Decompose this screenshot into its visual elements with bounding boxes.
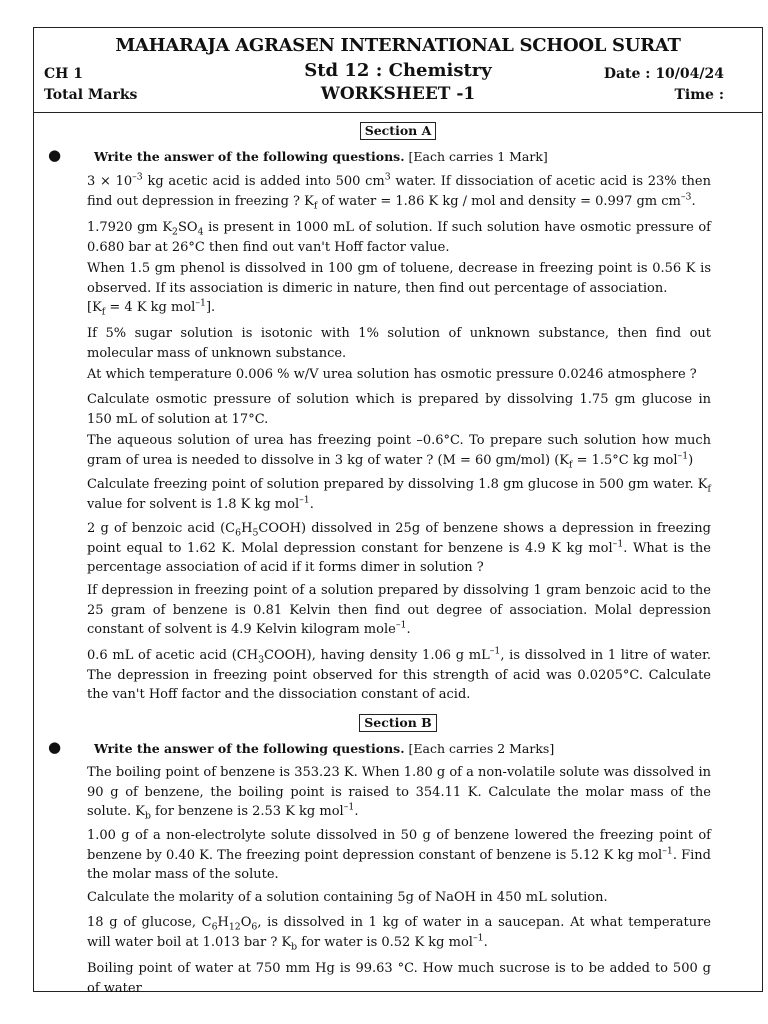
question-b-1: The boiling point of benzene is 353.23 K. When 1.80 g of a non-volatile solute was dissolved in 90 g of benzene, the boiling point is raised to 354.11 K. Calculate the molar mass of the solute. $K_b$ for benzene is 2.53 K kg mol$^{-1}$. bbox=[87, 765, 711, 822]
worksheet-header bbox=[34, 28, 762, 113]
question-a-11: 0.6 mL of acetic acid $(CH_3COOH)$, having density 1.06 g $mL^{-1}$, is dissolved in 1 litre of water. The depression in freezing point observed for this strength of acid was 0.0205°C. Calculate the van't Hoff factor and the dissociation constant of acid. bbox=[87, 645, 712, 702]
section-b-marks-note: [Each carries 2 Marks] bbox=[404, 741, 555, 756]
question-a-7: The aqueous solution of urea has freezing point –0.6°C. To prepare such solution how much gram of urea is needed to dissolve in 3 kg of water ? (M = 60 gm/mol) ($K_f = 1.5^\circ C$ kg mol$^{-1}$) bbox=[87, 433, 711, 471]
date-label: Date : 10/04/24 bbox=[603, 66, 724, 82]
question-a-4: If 5% sugar solution is isotonic with 1% solution of unknown substance, then find out molecular mass of unknown substance. bbox=[87, 326, 711, 361]
worksheet-title: WORKSHEET -1 bbox=[320, 84, 476, 104]
section-a-marks-note: [Each carries 1 Mark] bbox=[404, 149, 548, 164]
question-b-4: 18 g of glucose, $C_6H_{12}O_6$, is dissolved in 1 kg of water in a saucepan. At what temperature will water boil at 1.013 bar ? $K_b$ for water is 0.52 K kg mol$^{-1}$. bbox=[87, 915, 711, 953]
section-a-heading bbox=[34, 120, 762, 140]
school-name: MAHARAJA AGRASEN INTERNATIONAL SCHOOL SURAT bbox=[115, 35, 681, 56]
question-a-8: Calculate freezing point of solution prepared by dissolving 1.8 gm glucose in 500 gm water. $K_f$ value for solvent is 1.8 K kg mol$^{-1}$. bbox=[87, 477, 711, 512]
worksheet-frame bbox=[33, 27, 763, 996]
section-a-title: Section A bbox=[360, 122, 437, 140]
question-b-3: Calculate the molarity of a solution containing 5g of NaOH in 450 mL solution. bbox=[87, 890, 608, 905]
section-b-heading bbox=[34, 712, 762, 732]
question-a-10: If depression in freezing point of a solution prepared by dissolving 1 gram benzoic acid to the 25 gram of benzene is 0.81 Kelvin then find out degree of association. Molal depression constant of solvent is 4.9 Kelvin kilogram mole$^{-1}$. bbox=[87, 583, 711, 637]
section-b-instruction-text: Write the answer of the following questions. bbox=[94, 741, 405, 756]
bullet-icon: ● bbox=[48, 146, 62, 164]
question-a-3: When 1.5 gm phenol is dissolved in 100 gm of toluene, decrease in freezing point is 0.56 K is observed. If its association is dimeric in nature, then find out percentage of association. [$K_f = 4$ K kg mol$^{-1}$]. bbox=[87, 261, 711, 318]
question-a-1: $3 \times 10^{-3}$ kg acetic acid is added into 500 $cm^3$ water. If dissociation of acetic acid is 23% then find out depression in freezing ? $K_f$ of water = 1.86 K kg / mol and density = 0.997 gm $cm^{-3}$. bbox=[87, 171, 711, 212]
bullet-icon: ● bbox=[48, 738, 62, 756]
section-a-instruction-text: Write the answer of the following questions. bbox=[94, 149, 405, 164]
question-b-5: Boiling point of water at 750 mm Hg is 99.63 °C. How much sucrose is to be added to 500 g of water bbox=[87, 961, 711, 996]
time-label: Time : bbox=[674, 87, 724, 103]
question-b-2: 1.00 g of a non-electrolyte solute dissolved in 50 g of benzene lowered the freezing point of benzene by 0.40 K. The freezing point depression constant of benzene is 5.12 K kg mol$^{-1}$. Find the molar mass of the solute. bbox=[87, 828, 711, 882]
chapter-label: CH 1 bbox=[44, 66, 83, 82]
question-a-6: Calculate osmotic pressure of solution which is prepared by dissolving 1.75 gm glucose in 150 mL of solution at 17°C. bbox=[87, 392, 711, 427]
question-a-2: 1.7920 gm $K_2SO_4$ is present in 1000 mL of solution. If such solution have osmotic pressure of 0.680 bar at 26°C then find out van't Hoff factor value. bbox=[87, 220, 711, 255]
section-b-title: Section B bbox=[359, 714, 436, 732]
question-a-9: 2 g of benzoic acid $(C_6H_5COOH)$ dissolved in 25g of benzene shows a depression in freezing point equal to 1.62 K. Molal depression constant for benzene is 4.9 K kg mol$^{-1}$. What is the percentage association of acid if it forms dimer in solution ? bbox=[87, 521, 711, 575]
total-marks-label: Total Marks bbox=[44, 87, 138, 103]
question-a-5: At which temperature 0.006 % w/V urea solution has osmotic pressure 0.0246 atmosphere ? bbox=[87, 367, 697, 382]
standard-subject: Std 12 : Chemistry bbox=[304, 60, 492, 81]
